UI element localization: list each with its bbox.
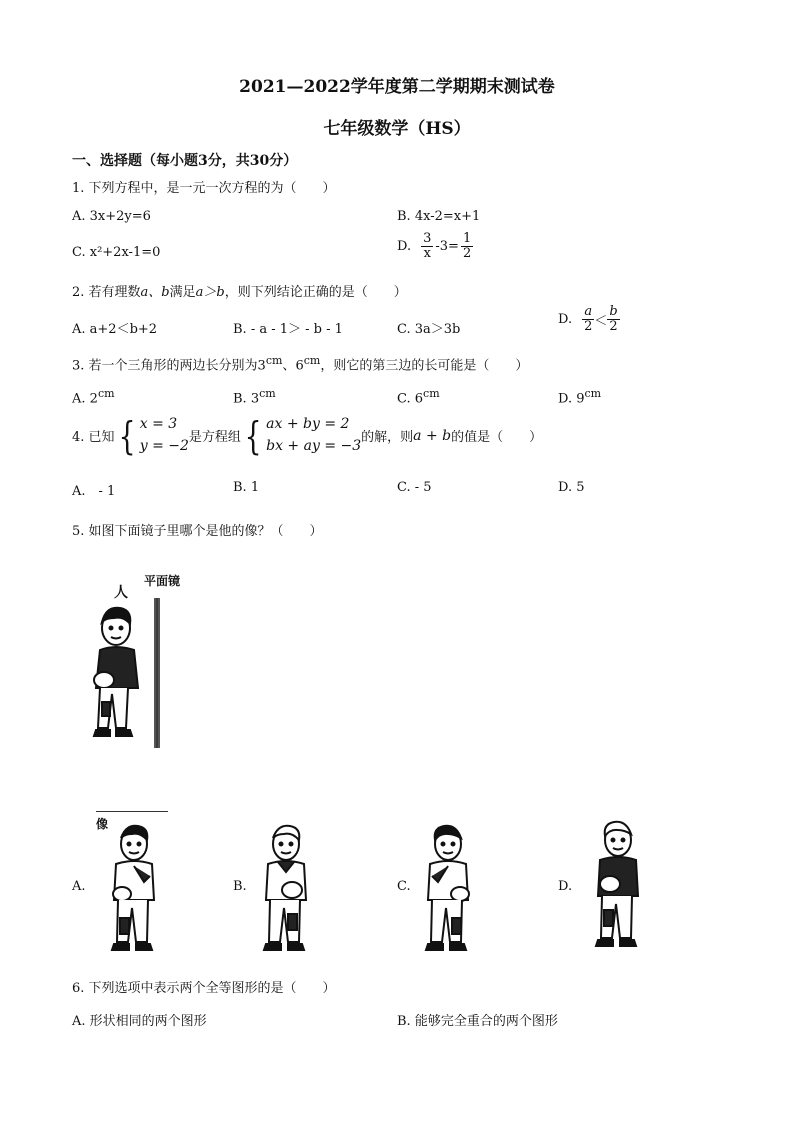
q2-option-a: A. a+2＜b+2 — [72, 322, 158, 337]
q2-d-op: ＜ — [594, 313, 608, 329]
image-label: 像 — [96, 817, 109, 831]
q5-option-b-figure — [256, 822, 316, 960]
q3-option-a — [72, 387, 115, 406]
q1-d-num: 3 — [423, 231, 432, 246]
person-and-mirror-illustration — [86, 598, 196, 753]
q3-d-label: D. 9 — [558, 391, 585, 407]
q3-sep: 、 — [282, 358, 296, 374]
q3-option-b — [233, 387, 276, 406]
q2-d-lnum: a — [584, 304, 593, 319]
q4-stem-pre: 4. 已知 — [72, 430, 115, 446]
q1-d-label: D. — [397, 238, 412, 254]
q2-stem-pre: 2. 若有理数 — [72, 285, 141, 300]
q4-brace-icon-2: { — [244, 413, 262, 458]
q5-main-figure — [86, 570, 196, 755]
q4-stem-mid: 是方程组 — [188, 430, 241, 446]
q4-equation-system — [241, 414, 361, 457]
q2-stem-post: ，则下列结论正确的是（ ） — [224, 285, 407, 300]
q1-d-fraction-right — [461, 232, 473, 260]
q3-c-label: C. 6 — [397, 391, 424, 407]
q3-unit-2: cm — [303, 354, 321, 367]
q3-a-unit: cm — [97, 387, 115, 400]
person-label: 人 — [114, 585, 128, 601]
page-subtitle: 七年级数学（HS） — [323, 119, 471, 139]
q4-s1-line-1: x = 3 — [139, 416, 178, 432]
q2-stem-mid: 满足 — [169, 285, 196, 300]
question-3-stem — [72, 354, 528, 373]
q6-option-b: B. 能够完全重合的两个图形 — [397, 1014, 558, 1029]
q2-stem-cond: a＞b — [195, 285, 225, 300]
q2-option-d — [558, 305, 620, 333]
mirror-label: 平面镜 — [144, 574, 181, 588]
q5-option-c-label: C. — [397, 879, 411, 894]
q5-option-c-figure — [418, 822, 478, 960]
q3-stem-pre: 3. 若一个三角形的两边长分别为 — [72, 358, 258, 374]
q6-option-a: A. 形状相同的两个图形 — [72, 1014, 207, 1029]
q5-option-a-label: A. — [72, 879, 86, 894]
q4-stem-post-pre: 的解，则 — [361, 430, 414, 446]
q4-stem-expr: a + b — [413, 427, 452, 444]
q3-a-label: A. 2 — [72, 391, 98, 407]
q5-option-b-label: B. — [233, 879, 247, 894]
q2-d-fraction-left — [582, 305, 594, 333]
page-title: 2021—2022学年度第二学期期末测试卷 — [239, 77, 555, 97]
q2-d-label: D. — [558, 311, 573, 327]
q2-d-rnum: b — [609, 304, 618, 319]
q1-option-a: A. 3x+2y=6 — [72, 209, 151, 224]
q3-stem-post: ，则它的第三边的长可能是（ ） — [320, 358, 529, 374]
q4-option-a: A. - 1 — [72, 484, 116, 499]
q4-s2-line-1: ax + by = 2 — [266, 416, 350, 432]
q4-s1-line-2: y = −2 — [139, 437, 189, 454]
question-4-stem — [72, 414, 542, 457]
q3-c-unit: cm — [423, 387, 440, 400]
q2-option-c: C. 3a＞3b — [397, 322, 461, 337]
q4-solution-system — [115, 414, 189, 457]
q3-option-d — [558, 387, 601, 406]
q5-option-d-label: D. — [558, 879, 573, 894]
q3-value-2: 6 — [295, 358, 304, 374]
q5-image-topline — [96, 811, 168, 812]
q1-option-d — [397, 232, 473, 260]
q1-d-mid: -3= — [435, 238, 459, 254]
question-5-stem: 5. 如图下面镜子里哪个是他的像？（ ） — [72, 524, 323, 539]
q1-option-b: B. 4x-2=x+1 — [397, 209, 481, 224]
q4-option-b: B. 1 — [233, 480, 260, 495]
q5-option-a-figure — [104, 822, 164, 960]
section-heading: 一、选择题（每小题3分，共30分） — [72, 153, 298, 169]
q3-b-label: B. 3 — [233, 391, 260, 407]
q3-d-unit: cm — [584, 387, 602, 400]
q1-d-fraction-left — [421, 232, 433, 260]
question-2-stem — [72, 281, 407, 300]
q4-option-c: C. - 5 — [397, 480, 432, 495]
q4-stem-post: 的值是（ ） — [451, 430, 543, 446]
q2-d-fraction-right — [607, 305, 619, 333]
q3-b-unit: cm — [259, 387, 276, 400]
q2-d-lden: 2 — [584, 318, 593, 334]
q1-d-rnum: 1 — [462, 231, 472, 246]
q1-d-rden: 2 — [462, 245, 472, 261]
q3-option-c — [397, 387, 440, 406]
question-6-stem: 6. 下列选项中表示两个全等图形的是（ ） — [72, 981, 336, 996]
q4-option-d: D. 5 — [558, 480, 585, 495]
q3-unit-1: cm — [265, 354, 283, 367]
q1-option-c: C. x²+2x-1=0 — [72, 245, 161, 260]
q4-brace-icon: { — [118, 413, 136, 458]
q5-option-d-figure — [588, 818, 650, 956]
q4-s2-line-2: bx + ay = −3 — [266, 437, 362, 454]
q1-d-den: x — [423, 245, 431, 261]
question-1-stem: 1. 下列方程中，是一元一次方程的为（ ） — [72, 181, 336, 196]
q3-value-1: 3 — [257, 358, 266, 374]
q2-stem-ab: a、b — [140, 285, 170, 300]
q2-d-rden: 2 — [609, 318, 618, 334]
q2-option-b: B. - a - 1＞ - b - 1 — [233, 322, 343, 337]
